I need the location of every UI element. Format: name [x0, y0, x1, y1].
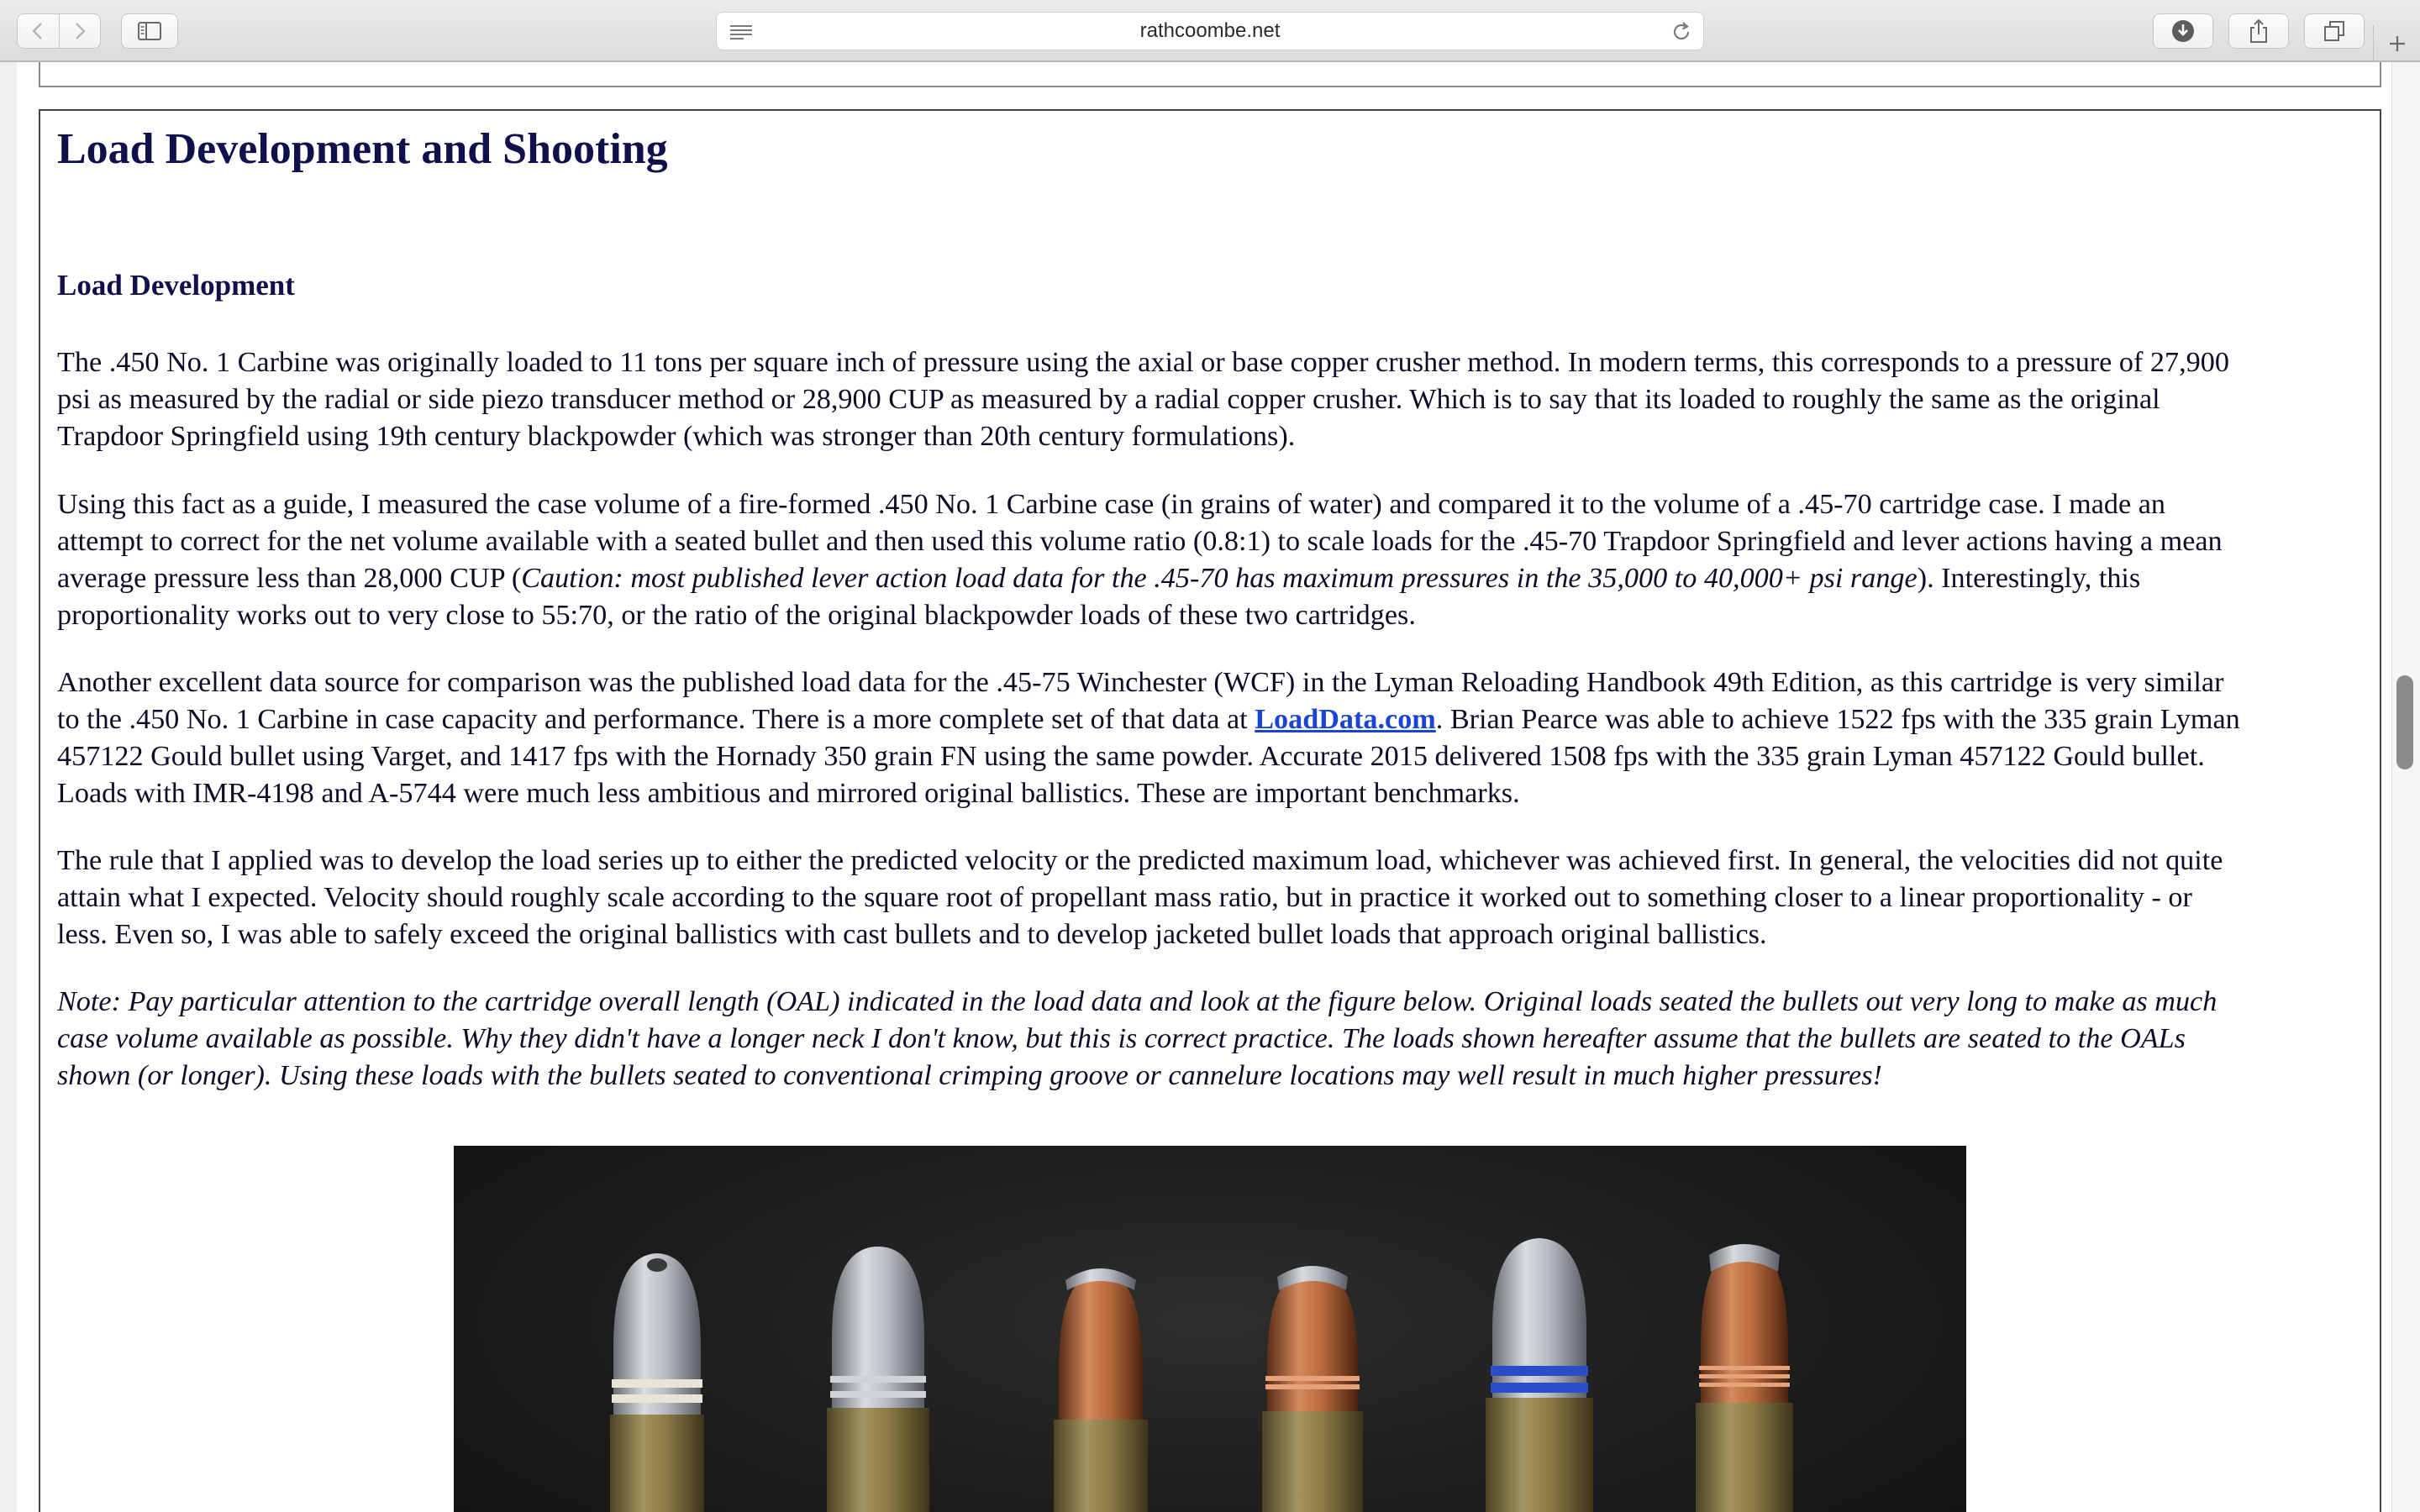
- tabs-overview-button[interactable]: [2304, 13, 2365, 49]
- new-tab-button[interactable]: [2373, 25, 2420, 62]
- paragraph-load-rule: [57, 843, 2385, 953]
- text-line: proportionality works out to very close to 55:70, or the ratio of the original blackpowder loads of these two cartridges.: [57, 600, 1416, 631]
- text-line: Loads with IMR-4198 and A-5744 were much less ambitious and mirrored original ballistics. These are important benchmarks.: [57, 778, 1520, 809]
- sidebar-icon: [137, 21, 162, 41]
- oal-note: [57, 984, 2385, 1095]
- text-segment: . Brian Pearce was able to achieve 1522 fps with the 335 grain Lyman: [1435, 704, 2240, 735]
- text-line: Using this fact as a guide, I measured the case volume of a fire-formed .450 No. 1 Carbine case (in grains of water) and compared it to the volume of a .45-70 cartridge case. I made an: [57, 489, 2166, 520]
- back-button[interactable]: [18, 14, 59, 48]
- share-icon: [2247, 18, 2270, 45]
- text-line: [57, 701, 2385, 738]
- text-line: 457122 Gould bullet using Varget, and 1417 fps with the Hornady 350 grain FN using the same powder. Accurate 2015 delivered 1508 fps with the 335 grain Lyman 457122 Gould bullet.: [57, 741, 2205, 772]
- paragraph-case-volume: [57, 486, 2385, 634]
- text-line: Another excellent data source for comparison was the published load data for the .45-75 Winchester (WCF) in the Lyman Reloading Handbook 49th Edition, as this cartridge is very similar: [57, 667, 2224, 698]
- text-line: psi as measured by the radial or side piezo transducer method or 28,900 CUP as measured by a radial copper crusher. Which is to say that its loaded to roughly the same as the original: [57, 384, 2160, 415]
- address-bar[interactable]: [716, 12, 1704, 50]
- caution-text: Caution: most published lever action load data for the .45-70 has maximum pressures in the 35,000 to 40,000+ psi range: [521, 563, 1918, 594]
- previous-section-box: [39, 62, 2381, 87]
- reload-icon[interactable]: [1670, 20, 1693, 44]
- chevron-left-icon: [29, 21, 46, 41]
- text-line: shown (or longer). Using these loads with the bullets seated to conventional crimping groove or cannelure locations may well result in much higher pressures!: [57, 1060, 1882, 1091]
- cartridges-illustration: [454, 1146, 1966, 1512]
- chevron-right-icon: [71, 21, 88, 41]
- share-button[interactable]: [2228, 13, 2289, 49]
- tabs-overview-icon: [2323, 19, 2346, 43]
- text-segment: to the .450 No. 1 Carbine in case capacity and performance. There is a more complete set of that data at: [57, 704, 1255, 735]
- forward-button[interactable]: [59, 14, 101, 48]
- text-line: less. Even so, I was able to safely exceed the original ballistics with cast bullets and to develop jacketed bullet loads that approach original ballistics.: [57, 919, 1767, 950]
- cartridge-6: [1696, 1244, 1793, 1512]
- text-line: attain what I expected. Velocity should roughly scale according to the square root of propellant mass ratio, but in practice it worked out to something closer to a linear proportionality - or: [57, 882, 2192, 913]
- cartridge-2: [827, 1247, 929, 1512]
- web-page: [0, 62, 2420, 1512]
- download-icon: [2170, 18, 2196, 44]
- paragraph-data-source: [57, 664, 2385, 812]
- text-line: case volume available as possible. Why they didn't have a longer neck I don't know, but this is correct practice. The loads shown hereafter assume that the bullets are seated to the OALs: [57, 1023, 2186, 1054]
- text-line: attempt to correct for the net volume available with a seated bullet and then used this volume ratio (0.8:1) to scale loads for the .45-70 Trapdoor Springfield and lever actions having a mean: [57, 526, 2223, 557]
- downloads-button[interactable]: [2153, 13, 2213, 49]
- scrollbar-thumb[interactable]: [2396, 675, 2413, 769]
- text-line: Trapdoor Springfield using 19th century blackpowder (which was stronger than 20th century formulations).: [57, 421, 1296, 452]
- cartridge-4: [1262, 1266, 1363, 1512]
- sidebar-button[interactable]: [121, 13, 178, 49]
- text-line: Note: Pay particular attention to the cartridge overall length (OAL) indicated in the load data and look at the figure below. Original loads seated the bullets out very long to make as much: [57, 986, 2217, 1017]
- text-segment: ). Interestingly, this: [1917, 563, 2141, 594]
- left-gutter: [0, 62, 17, 1512]
- loaddata-link[interactable]: LoadData.com: [1255, 704, 1436, 735]
- url-text[interactable]: rathcoombe.net: [1139, 19, 1281, 42]
- cartridge-5: [1486, 1238, 1593, 1512]
- browser-toolbar: [0, 0, 2420, 62]
- text-line: The rule that I applied was to develop the load series up to either the predicted velocity or the predicted maximum load, whichever was achieved first. In general, the velocities did not quite: [57, 845, 2223, 876]
- scrollbar-track[interactable]: [2391, 62, 2420, 1512]
- cartridge-1: [610, 1253, 704, 1512]
- navigation-buttons: [17, 13, 101, 49]
- text-line: [57, 560, 2385, 597]
- text-segment: average pressure less than 28,000 CUP (: [57, 563, 522, 594]
- plus-icon: [2387, 34, 2407, 54]
- cartridge-3: [1054, 1268, 1148, 1512]
- paragraph-original-loading: [57, 344, 2385, 455]
- cartridges-photo: [454, 1146, 1966, 1512]
- page-title: Load Development and Shooting: [57, 125, 668, 173]
- text-line: The .450 No. 1 Carbine was originally loaded to 11 tons per square inch of pressure using the axial or base copper crusher method. In modern terms, this corresponds to a pressure of 27,900: [57, 347, 2229, 378]
- section-heading: Load Development: [57, 269, 295, 302]
